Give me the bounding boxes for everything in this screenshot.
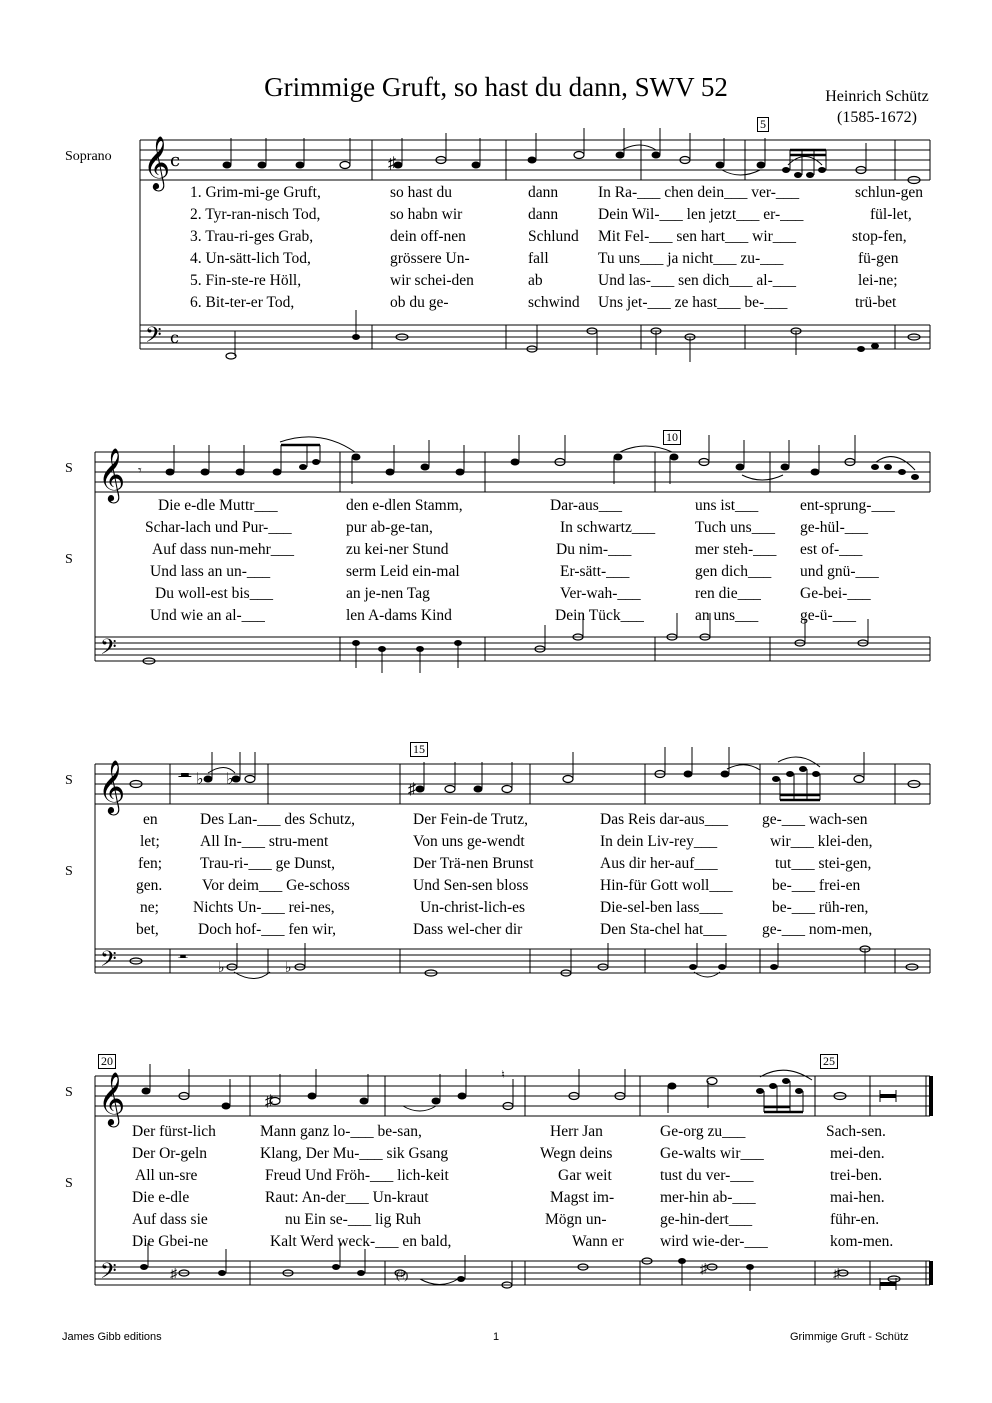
svg-text:𝄢: 𝄢 xyxy=(100,1259,117,1289)
lyric: Klang, Der Mu-___ sik Gsang xyxy=(260,1145,449,1162)
lyric: ren die___ xyxy=(695,585,761,602)
lyric: Auf dass nun-mehr___ xyxy=(152,541,295,558)
lyric: 2. Tyr-ran-nisch Tod, xyxy=(190,206,321,223)
lyric: dann xyxy=(528,184,559,201)
lyric: Tu uns___ ja nicht___ zu-___ xyxy=(598,250,784,267)
lyric: Herr Jan xyxy=(550,1123,603,1140)
lyric: Dar-aus___ xyxy=(550,497,622,514)
lyric: Kalt Werd weck-___ en bald, xyxy=(270,1233,452,1250)
lyric: Dass wel-cher dir xyxy=(413,921,523,938)
lyric: be-___ frei-en xyxy=(772,877,861,894)
lyric: ob du ge- xyxy=(390,294,449,311)
lyric: 4. Un-sätt-lich Tod, xyxy=(190,250,311,267)
svg-text:𝄢: 𝄢 xyxy=(100,635,117,665)
lyric: Der Trä-nen Brunst xyxy=(413,855,534,872)
lyric: Dein Wil-___ len jetzt___ er-___ xyxy=(598,206,804,223)
lyric: wird wie-der-___ xyxy=(660,1233,768,1250)
lyric: en xyxy=(143,811,158,828)
svg-text:𝄢: 𝄢 xyxy=(145,323,162,353)
lyric: Mann ganz lo-___ be-san, xyxy=(260,1123,422,1140)
lyric: mer-hin ab-___ xyxy=(660,1189,756,1206)
lyric: ge-hül-___ xyxy=(800,519,869,536)
lyric: Trau-ri-___ ge Dunst, xyxy=(200,855,336,872)
lyric: Gar weit xyxy=(558,1167,612,1184)
lyric: ge-hin-dert___ xyxy=(660,1211,753,1228)
measure-number-20: 20 xyxy=(98,1054,116,1069)
lyric: Auf dass sie xyxy=(132,1211,208,1228)
svg-text:♭: ♭ xyxy=(285,961,292,976)
lyric: fül-let, xyxy=(870,206,912,223)
measure-number-5: 5 xyxy=(757,117,769,132)
lyric: Und wie an al-___ xyxy=(150,607,265,624)
lyric: ge-ü-___ xyxy=(800,607,856,624)
svg-text:♯: ♯ xyxy=(408,781,416,798)
lyric: uns ist___ xyxy=(695,497,759,514)
lyric: 1. Grim-mi-ge Gruft, xyxy=(190,184,321,201)
lyric: All In-___ stru-ment xyxy=(200,833,329,850)
page-title: Grimmige Gruft, so hast du dann, SWV 52 xyxy=(264,72,728,102)
lyric: Magst im- xyxy=(550,1189,615,1206)
lyric: len A-dams Kind xyxy=(346,607,452,624)
lyric: 3. Trau-ri-ges Grab, xyxy=(190,228,314,245)
part-label-soprano: Soprano xyxy=(65,149,112,164)
lyric: führ-en. xyxy=(830,1211,880,1228)
lyric: gen. xyxy=(136,877,163,894)
lyric: All un-sre xyxy=(135,1167,198,1184)
lyric: ge-___ wach-sen xyxy=(762,811,868,828)
lyric: Die-sel-ben lass___ xyxy=(600,899,723,916)
lyric: stop-fen, xyxy=(852,228,907,245)
svg-text:♭: ♭ xyxy=(196,771,204,788)
lyric: tut___ stei-gen, xyxy=(775,855,872,872)
svg-text:♯: ♯ xyxy=(700,1262,707,1277)
lyric: so habn wir xyxy=(390,206,463,223)
lyric: In Ra-___ chen dein___ ver-___ xyxy=(598,184,800,201)
lyric: Freud Und Fröh-___ lich-keit xyxy=(265,1167,449,1184)
lyric: Tuch uns___ xyxy=(695,519,775,536)
lyric: Die e-dle xyxy=(132,1189,190,1206)
lyric: kom-men. xyxy=(830,1233,894,1250)
lyric: ab xyxy=(528,272,543,289)
lyric: Ge-org zu___ xyxy=(660,1123,746,1140)
lyric: wir schei-den xyxy=(390,272,474,289)
lyric: Wann er xyxy=(572,1233,624,1250)
svg-text:𝄞: 𝄞 xyxy=(98,447,126,501)
part-label-s-1: S xyxy=(65,461,73,476)
svg-text:♯: ♯ xyxy=(170,1267,177,1282)
lyric: ent-sprung-___ xyxy=(800,497,895,514)
lyric: Ver-wah-___ xyxy=(560,585,641,602)
svg-text:♮: ♮ xyxy=(501,1069,505,1081)
lyric: Schlund xyxy=(528,228,579,245)
lyric: trü-bet xyxy=(855,294,897,311)
lyric: Du nim-___ xyxy=(556,541,632,558)
lyric: be-___ rüh-ren, xyxy=(772,899,869,916)
svg-text:𝄼: 𝄼 xyxy=(178,944,188,974)
part-label-s-6: S xyxy=(65,1176,73,1191)
lyric: Nichts Un-___ rei-nes, xyxy=(193,899,335,916)
lyric: Die Gbei-ne xyxy=(132,1233,209,1250)
lyric: schwind xyxy=(528,294,580,311)
lyric: Un-christ-lich-es xyxy=(420,899,526,916)
svg-text:𝄼: 𝄼 xyxy=(178,758,192,799)
lyric: Raut: An-der___ Un-kraut xyxy=(265,1189,429,1206)
lyric: 6. Bit-ter-er Tod, xyxy=(190,294,295,311)
lyric: dein off-nen xyxy=(390,228,466,245)
lyric: Und Sen-sen bloss xyxy=(413,877,529,894)
lyric: lei-ne; xyxy=(858,272,898,289)
lyric: serm Leid ein-mal xyxy=(346,563,460,580)
lyric: tust du ver-___ xyxy=(660,1167,754,1184)
lyric: Von uns ge-wendt xyxy=(413,833,525,850)
composer-name: Heinrich Schütz xyxy=(825,88,929,105)
svg-text:𝄞: 𝄞 xyxy=(98,759,126,813)
lyric: trei-ben. xyxy=(830,1167,883,1184)
lyric: Ge-walts wir___ xyxy=(660,1145,764,1162)
lyric: Er-sätt-___ xyxy=(560,563,630,580)
lyric: pur ab-ge-tan, xyxy=(346,519,433,536)
lyric: In dein Liv-rey___ xyxy=(600,833,718,850)
lyric: an je-nen Tag xyxy=(346,585,430,602)
lyric: Mit Fel-___ sen hart___ wir___ xyxy=(598,228,797,245)
composer-dates: (1585-1672) xyxy=(837,109,917,126)
lyric: Doch hof-___ fen wir, xyxy=(198,921,336,938)
svg-text:𝄢: 𝄢 xyxy=(100,947,117,977)
measure-number-10: 10 xyxy=(663,430,681,445)
lyric: fen; xyxy=(138,855,163,872)
lyric: dann xyxy=(528,206,559,223)
lyric: Schar-lach und Pur-___ xyxy=(145,519,292,536)
measure-number-25: 25 xyxy=(820,1054,838,1069)
lyric: ge-___ nom-men, xyxy=(762,921,873,938)
lyric: zu kei-ner Stund xyxy=(346,541,449,558)
svg-text:♯: ♯ xyxy=(265,1093,273,1110)
lyric: In schwartz___ xyxy=(560,519,656,536)
lyric: gen dich___ xyxy=(695,563,772,580)
lyric: Und lass an un-___ xyxy=(150,563,271,580)
lyric: Mögn un- xyxy=(545,1211,607,1228)
footer-right: Grimmige Gruft - Schütz xyxy=(790,1331,909,1343)
svg-text:(♮): (♮) xyxy=(396,1268,409,1282)
lyric: Vor deim___ Ge-schoss xyxy=(202,877,350,894)
part-label-s-3: S xyxy=(65,773,73,788)
lyric: Dein Tück___ xyxy=(555,607,644,624)
lyric: Hin-für Gott woll___ xyxy=(600,877,733,894)
lyric: let; xyxy=(140,833,160,850)
lyric: schlun-gen xyxy=(855,184,924,201)
lyric: an uns___ xyxy=(695,607,759,624)
lyric: grössere Un- xyxy=(390,250,470,267)
lyric: fü-gen xyxy=(858,250,899,267)
lyric: mei-den. xyxy=(830,1145,885,1162)
footer-page-number: 1 xyxy=(493,1331,500,1343)
lyric: so hast du xyxy=(390,184,452,201)
lyric: Aus dir her-auf___ xyxy=(600,855,718,872)
lyric: den e-dlen Stamm, xyxy=(346,497,463,514)
lyric: Des Lan-___ des Schutz, xyxy=(200,811,355,828)
lyric: wir___ klei-den, xyxy=(770,833,873,850)
lyric: Die e-dle Muttr___ xyxy=(158,497,278,514)
part-label-s-5: S xyxy=(65,1085,73,1100)
lyric: est of-___ xyxy=(800,541,863,558)
lyric: nu Ein se-___ lig Ruh xyxy=(285,1211,422,1228)
lyric: ne; xyxy=(140,899,159,916)
svg-text:c: c xyxy=(170,328,179,347)
svg-text:𝄾: 𝄾 xyxy=(138,464,142,479)
svg-text:♯: ♯ xyxy=(833,1267,840,1282)
svg-text:♭: ♭ xyxy=(226,771,234,788)
svg-text:c: c xyxy=(170,150,181,171)
lyric: Ge-bei-___ xyxy=(800,585,871,602)
lyric: fall xyxy=(528,250,549,267)
lyric: mer steh-___ xyxy=(695,541,777,558)
svg-text:♭: ♭ xyxy=(218,961,225,976)
svg-text:𝄞: 𝄞 xyxy=(98,1071,126,1125)
lyric: Der Or-geln xyxy=(132,1145,208,1162)
lyric: Und las-___ sen dich___ al-___ xyxy=(598,272,797,289)
lyric: Sach-sen. xyxy=(826,1123,886,1140)
svg-text:𝄞: 𝄞 xyxy=(143,135,171,189)
lyric: Wegn deins xyxy=(540,1145,613,1162)
footer-left: James Gibb editions xyxy=(62,1331,162,1343)
lyric: Uns jet-___ ze hast___ be-___ xyxy=(598,294,788,311)
lyric: Das Reis dar-aus___ xyxy=(600,811,728,828)
svg-text:♯: ♯ xyxy=(388,155,396,172)
lyric: Den Sta-chel hat___ xyxy=(600,921,727,938)
part-label-s-4: S xyxy=(65,864,73,879)
lyric: bet, xyxy=(136,921,159,938)
lyric: und gnü-___ xyxy=(800,563,879,580)
measure-number-15: 15 xyxy=(410,742,428,757)
lyric: Der Fein-de Trutz, xyxy=(413,811,528,828)
lyric: 5. Fin-ste-re Höll, xyxy=(190,272,302,289)
part-label-s-2: S xyxy=(65,552,73,567)
lyric: Der fürst-lich xyxy=(132,1123,216,1140)
lyric: mai-hen. xyxy=(830,1189,885,1206)
lyric: Du woll-est bis___ xyxy=(155,585,273,602)
